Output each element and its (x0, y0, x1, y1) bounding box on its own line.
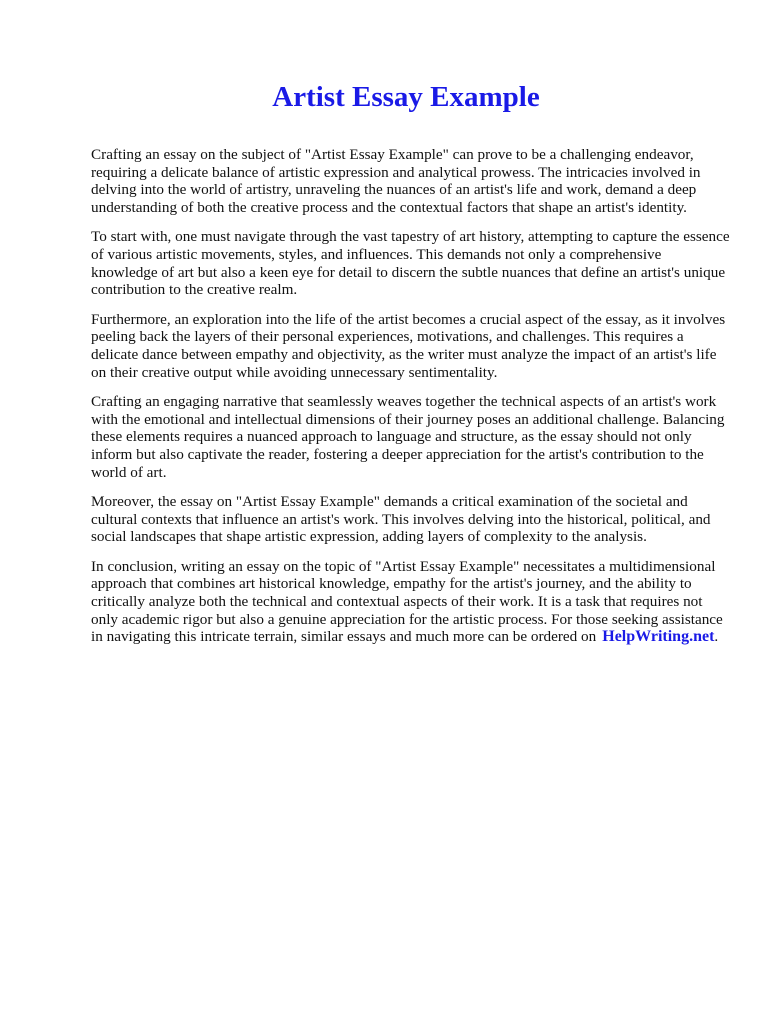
page-title: Artist Essay Example (272, 81, 540, 113)
conclusion-text: In conclusion, writing an essay on the topic of "Artist Essay Example" necessitates a multidimensional approach that combines art historical knowledge, empathy for the artist's journey, and the ability to critically analyze both the technical and contextual aspects of their work. It is a task that requires not only academic rigor but also a genuine appreciation for the artistic process. For those seeking assistance in navigating this intricate terrain, similar essays and much more can be ordered on (91, 557, 723, 646)
paragraph-5: Moreover, the essay on "Artist Essay Example" demands a critical examination of the societal and cultural contexts that influence an artist's work. This involves delving into the historical, political, and social landscapes that shape artistic expression, adding layers of complexity to the analysis. (91, 493, 711, 546)
paragraph-1: Crafting an essay on the subject of "Artist Essay Example" can prove to be a challenging endeavor, requiring a delicate balance of artistic expression and analytical prowess. The intricacies involved in delving into the world of artistry, unraveling the nuances of an artist's life and work, demand a deep understanding of both the creative process and the contextual factors that shape an artist's identity. (91, 146, 701, 216)
essay-body (91, 146, 731, 658)
conclusion-period: . (714, 628, 719, 646)
paragraph-3: Furthermore, an exploration into the life of the artist becomes a crucial aspect of the essay, as it involves peeling back the layers of their personal experiences, motivations, and challenges. This requires a delicate dance between empathy and objectivity, as the writer must analyze the impact of an artist's life on their creative output while avoiding unnecessary sentimentality. (91, 310, 726, 381)
helpwriting-link[interactable]: HelpWriting.net (602, 628, 715, 646)
paragraph-2: To start with, one must navigate through the vast tapestry of art history, attempting to capture the essence of various artistic movements, styles, and influences. This demands not only a comprehensive knowledge of art but also a keen eye for detail to discern the subtle nuances that define an artist's unique contribution to the creative realm. (91, 228, 730, 299)
conclusion-paragraph (91, 558, 731, 646)
paragraph-4: Crafting an engaging narrative that seamlessly weaves together the technical aspects of an artist's work with the emotional and intellectual dimensions of their journey poses an additional challenge. Balancing these elements requires a nuanced approach to language and structure, as the essay should not only inform but also captivate the reader, fostering a deeper appreciation for the artist's contribution to the world of art. (91, 393, 725, 481)
